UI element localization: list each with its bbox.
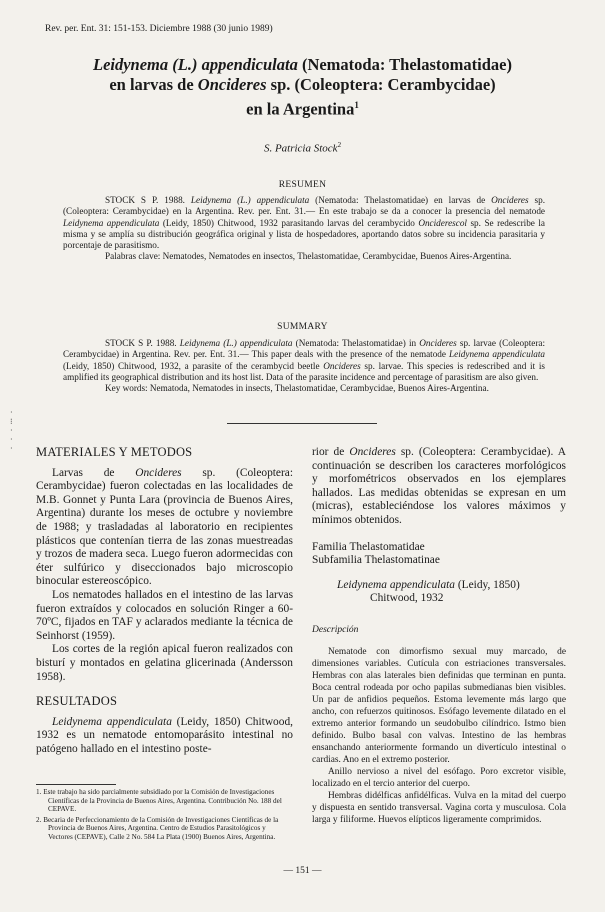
resumen-paragraph <box>63 195 545 251</box>
resumen-body <box>63 195 545 263</box>
journal-header: Rev. per. Ent. 31: 151-153. Diciembre 1988 (30 junio 1989) <box>45 24 273 34</box>
results-text: (Leidy, 1850) Chitwood, 1932 es un nematode entomoparásito intestinal no patógeno hallado en el intestino poste- <box>36 715 293 755</box>
page-number: — 151 — <box>283 866 322 876</box>
resumen-text: (Leidy, 1850) Chitwood, 1932 parasitando larvas del cerambycido <box>159 217 419 228</box>
methods-paragraph-2: Los nematodes hallados en el intestino de las larvas fueron extraídos y colocados en solución Ringer a 60-70ºC, fijados en TAF y aclarados mediante la técnica de Seinhorst (1959). <box>36 588 293 642</box>
methods-genus: Oncideres <box>135 466 182 479</box>
resumen-heading: RESUMEN <box>278 180 327 190</box>
subfamily-name: Subfamilia Thelastomatinae <box>312 554 440 567</box>
description-paragraph-3: Hembras didélficas anfidélficas. Vulva en la mitad del cuerpo y dispuesta en sentido transversal. Vagina corta y musculosa. Cola larga y filiforme. Huevos elípticos ligeramente comprimidos. <box>312 790 566 825</box>
methods-heading: MATERIALES Y METODOS <box>36 445 193 459</box>
description-body <box>312 646 566 826</box>
description-paragraph-2: Anillo nervioso a nivel del esófago. Poro excretor visible, localizado en el tercio anterior del cuerpo. <box>312 766 566 789</box>
resumen-text: sp. Se redescribe la misma y se amplía su distribución geográfica original y lista de hospedadores, aportando datos sobre su incidencia parasitaria y porcentaje de parasitismo. <box>63 217 545 251</box>
results-species: Leidynema appendiculata <box>52 715 172 728</box>
resumen-text: (Nematoda: Thelastomatidae) en larvas de <box>309 195 492 205</box>
summary-body <box>63 338 545 394</box>
methods-paragraph-1 <box>36 467 293 589</box>
summary-keywords: Key words: Nematoda, Nematodes in insects, Thelastomatidae, Cerambycidae, Buenos Aires-Argentina. <box>105 383 489 394</box>
resumen-genus: Onciderescol <box>418 217 467 228</box>
summary-text: sp. larvae (Coleoptera: Cerambycidae) in Argentina. Rev. per. Ent. 31.— This paper deals with the presence of the nematode <box>63 338 546 360</box>
footnote-rule <box>36 784 116 785</box>
summary-text: (Leidy, 1850) Chitwood, 1932, a parasite of the cerambycid beetle <box>63 360 324 371</box>
resumen-text: STOCK S P. 1988. <box>105 195 191 205</box>
summary-genus: Oncideres <box>323 360 361 371</box>
margin-marks: · ⁝ · · · <box>10 408 13 453</box>
title-line3: en la Argentina <box>246 99 355 119</box>
author <box>0 141 605 155</box>
species-author: (Leidy, 1850) <box>455 578 520 591</box>
title-line2-a: en larvas de <box>109 75 198 94</box>
summary-species: Leidynema (L.) appendiculata <box>179 338 293 348</box>
resumen-text: sp. (Coleoptera: Cerambycidae) en la Argentina. Rev. per. Ent. 31.— En este trabajo se da a conocer la presencia del nematode <box>63 195 546 217</box>
right-paragraph-1 <box>312 446 566 528</box>
description-paragraph-1: Nematode con dimorfismo sexual muy marcado, de dimensiones variables. Cutícula con estriaciones transversales. Hembras con alas laterales bien definidas que terminan en punta. Boca central rodeada por ocho papilas submedianas bien visibles. Un par de anfidios pequeños. Estoma levemente más largo que ancho, con refuerzos quitinosos. Esófago levemente dilatado en el extremo anterior formando un seudobulbo cilíndrico. Istmo bien definido. Bulbo basal con valvas. Intestino de las hembras ensanchando anteriormente formando un divertículo intestinal o cardias. Ano en el extremo posterior. <box>312 646 566 765</box>
section-divider <box>227 423 377 424</box>
footnote-1: 1. Este trabajo ha sido parcialmente subsidiado por la Comisión de Investigaciones Científicas de la Provincia de Buenos Aires, Argentina. Contribución No. 188 del CEPAVE. <box>36 788 282 814</box>
author-footnote-mark: 2 <box>337 141 342 149</box>
summary-text: (Nematoda: Thelastomatidae) in <box>292 338 420 348</box>
left-column <box>36 446 293 756</box>
summary-species: Leidynema appendiculata <box>449 349 545 360</box>
right-genus: Oncideres <box>349 446 396 458</box>
footnotes <box>36 788 288 844</box>
methods-text: Larvas de <box>52 466 136 479</box>
summary-paragraph <box>63 338 545 383</box>
right-text: sp. (Coleoptera: Cerambycidae). A continuación se describen los caracteres morfológicos y morfométricos observados en los ejemplares hallados. Las medidas obtenidas se expresan en um (micras), estableciéndose los valores máximos y mínimos obtenidos. <box>312 446 566 526</box>
summary-text: sp. larvae. This species is redescribed and it is amplified its geographical distribution and its host list. Data of the parasite incidence and percentage of parasitism are also given. <box>63 360 545 382</box>
title-line2-b: sp. (Coleoptera: Cerambycidae) <box>266 75 496 94</box>
species-authority: Chitwood, 1932 <box>370 592 444 605</box>
summary-text: STOCK S P. 1988. <box>105 338 180 348</box>
resumen-species: Leidynema appendiculata <box>63 217 160 228</box>
methods-paragraph-3: Los cortes de la región apical fueron realizados con bisturí y montados en gelatina glicerinada (Andersson 1958). <box>36 643 293 683</box>
title-line1-rest: (Nematoda: Thelastomatidae) <box>297 55 512 74</box>
footnote-2: 2. Becaria de Perfeccionamiento de la Comisión de Investigaciones Científicas de la Provincia de Buenos Aires, Argentina. Centro de Estudios Parasitológicos y Vectores (CEPAVE), Calle 2 No. 584 La Plata (1900) Buenos Aires, Argentina. <box>36 815 279 841</box>
right-text: rior de <box>312 446 350 458</box>
family-name: Familia Thelastomatidae <box>312 540 425 553</box>
article-title <box>0 55 605 120</box>
resumen-keywords: Palabras clave: Nematodes, Nematodes en insectos, Thelastomatidae, Cerambycidae, Buenos Aires-Argentina. <box>105 251 512 262</box>
description-heading: Descripción <box>312 624 359 635</box>
results-paragraph <box>36 716 293 757</box>
summary-heading: SUMMARY <box>277 322 328 332</box>
title-footnote-mark: 1 <box>354 100 359 110</box>
species-heading <box>312 579 566 593</box>
results-heading: RESULTADOS <box>36 694 118 709</box>
title-genus: Oncideres <box>197 75 267 94</box>
author-name: S. Patricia Stock <box>263 142 338 155</box>
methods-text: sp. (Coleoptera: Cerambycidae) fueron colectadas en las localidades de M.B. Gonnet y Punta Lara (provincia de Buenos Aires, Argentina) durante los meses de octubre y noviembre de 1988; y trasladadas al laboratorio en recipientes plásticos que contenían tierra de las zonas muestreadas y trozos de madera seca. Luego fueron adormecidas con éter sulfúrico y diseccionados bajo microscopio binocular estereoscópico. <box>36 466 294 588</box>
resumen-genus: Oncideres <box>491 195 529 205</box>
right-column <box>312 446 566 826</box>
title-species: Leidynema (L.) appendiculata <box>92 55 298 74</box>
summary-genus: Oncideres <box>419 338 457 348</box>
species-name: Leidynema appendiculata <box>337 578 455 591</box>
resumen-species: Leidynema (L.) appendiculata <box>190 195 310 205</box>
